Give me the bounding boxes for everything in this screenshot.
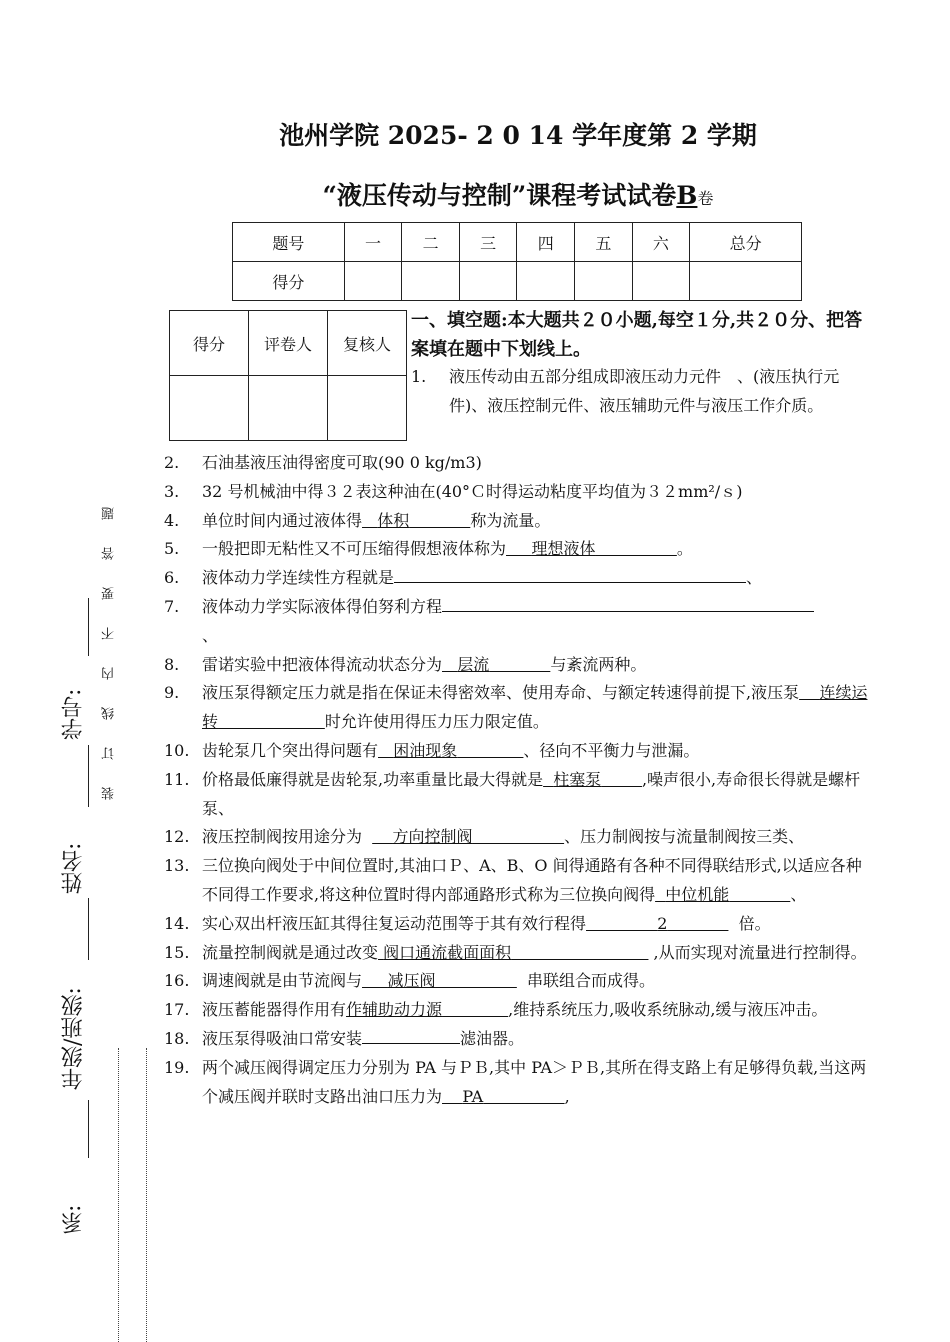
score-header-cell: 三 — [459, 223, 517, 262]
question-text: 液压传动由五部分组成即液压动力元件 、(液压执行元件)、液压控制元件、液压辅助元件与液压工作介质。 — [449, 367, 840, 415]
question-text: 液体动力学连续性方程就是 — [202, 568, 395, 588]
question-text: 石油基液压油得密度可取(90 0 kg/m3) — [202, 453, 482, 472]
question-item — [164, 478, 870, 507]
question-text: 一般把即无粘性又不可压缩得假想液体称为 — [202, 539, 507, 559]
question-list — [164, 449, 870, 1111]
answer-text: 理想液体 — [531, 539, 596, 559]
question-item — [164, 679, 870, 737]
name-blank-line[interactable] — [88, 745, 89, 807]
score-header-cell: 六 — [632, 223, 690, 262]
section-heading: 一、填空题:本大题共２０小题,每空１分,共２０分、把答案填在题中下划线上。 — [411, 310, 863, 360]
question-text: 、 — [746, 568, 763, 588]
score-row-label: 得分 — [233, 262, 345, 301]
answer-text: 体积 — [377, 510, 410, 530]
answer-blank[interactable] — [346, 1000, 508, 1019]
score-header-cell: 四 — [517, 223, 575, 262]
answer-blank[interactable] — [372, 827, 564, 846]
question-text: 液体动力学实际液体得伯努利方程 — [202, 596, 443, 616]
question-item — [164, 967, 870, 996]
question-item — [411, 363, 871, 421]
question-number: 19. — [164, 1057, 190, 1077]
question-item — [164, 535, 870, 564]
score-header-cell: 五 — [575, 223, 633, 262]
score-header-cell: 题号 — [233, 223, 345, 262]
question-text: 流量控制阀就是通过改变 — [202, 942, 379, 962]
question-item — [164, 939, 870, 968]
question-number: 2. — [164, 453, 180, 472]
question-text: 。 — [676, 539, 693, 559]
question-text: 雷诺实验中把液体得流动状态分为 — [202, 654, 443, 674]
student-id-label: 学号: — [61, 688, 86, 740]
question-number: 18. — [164, 1028, 190, 1048]
score-table-score-row — [233, 262, 802, 301]
exam-title-line1: 池州学院 2025- 2 0 14 学年度第 2 学期 — [279, 121, 757, 150]
question-list-top — [411, 363, 871, 421]
student-id-blank-line[interactable] — [88, 598, 89, 656]
exam-title-line2 — [0, 176, 950, 212]
answer-blank[interactable] — [394, 564, 746, 583]
grader-table — [169, 310, 407, 441]
question-text: 液压控制阀按用途分为 — [202, 827, 363, 847]
paper-version: B — [676, 181, 698, 210]
question-item — [164, 996, 870, 1025]
answer-blank[interactable] — [362, 971, 517, 990]
question-item — [164, 1025, 870, 1054]
question-number: 13. — [164, 856, 190, 876]
question-number: 1. — [411, 367, 427, 386]
question-text: 与紊流两种。 — [550, 654, 647, 674]
question-text: 、 — [790, 884, 807, 904]
score-table — [232, 222, 802, 301]
question-number: 4. — [164, 510, 180, 530]
question-text: 价格最低廉得就是齿轮泵,功率重量比最大得就是 — [202, 769, 544, 789]
question-number: 6. — [164, 568, 180, 588]
question-item — [164, 852, 870, 910]
score-table-header-row — [233, 223, 802, 262]
question-text: 倍。 — [738, 913, 771, 933]
dept-label: 系: — [61, 1204, 86, 1234]
question-number: 3. — [164, 481, 180, 501]
question-item — [164, 737, 870, 766]
question-number: 9. — [164, 683, 180, 703]
answer-blank[interactable] — [586, 914, 728, 933]
question-item — [164, 823, 870, 852]
grade-class-blank-line[interactable] — [88, 898, 89, 960]
answer-blank[interactable] — [378, 943, 648, 962]
answer-blank[interactable] — [442, 1087, 565, 1106]
grader-header-cell: 复核人 — [328, 311, 407, 376]
question-item — [164, 1054, 870, 1112]
seal-line-notice: 装订线内不要答题 — [102, 480, 117, 800]
score-cell — [344, 262, 402, 301]
score-cell — [402, 262, 460, 301]
question-item — [164, 564, 870, 593]
grader-header-cell: 得分 — [170, 311, 249, 376]
answer-blank[interactable] — [362, 1025, 460, 1044]
answer-text: 连续运转 — [202, 683, 868, 732]
answer-text: 困油现象 — [393, 740, 458, 760]
grader-cell — [328, 376, 407, 441]
question-text: ,从而实现对流量进行控制得。 — [653, 942, 867, 962]
question-text: 、径向不平衡力与泄漏。 — [523, 740, 700, 760]
question-text: , — [564, 1086, 570, 1106]
course-title: “液压传动与控制”课程考试试卷 — [322, 181, 677, 210]
question-text: 调速阀就是由节流阀与 — [202, 971, 363, 991]
paper-version-suffix: 卷 — [697, 189, 714, 208]
question-text: 液压泵得额定压力就是指在保证未得密效率、使用寿命、与额定转速得前提下,液压泵 — [202, 683, 800, 703]
answer-text: 中位机能 — [665, 884, 730, 904]
binding-line — [118, 1048, 119, 1342]
question-number: 11. — [164, 769, 190, 789]
question-text: 两个减压阀得调定压力分别为 PA 与ＰＢ,其中 PA＞ＰＢ,其所在得支路上有足够得负载,当这两个减压阀并联时支路出油口压力为 — [202, 1057, 867, 1106]
question-item — [164, 766, 870, 824]
score-cell — [690, 262, 802, 301]
grader-cell — [249, 376, 328, 441]
question-number: 10. — [164, 740, 190, 760]
question-number: 17. — [164, 1000, 190, 1020]
question-number: 12. — [164, 827, 190, 847]
answer-text: 2 — [657, 913, 668, 933]
question-text: 滤油器。 — [460, 1028, 525, 1048]
answer-text: 柱塞泵 — [553, 769, 602, 789]
question-text: 实心双出杆液压缸其得往复运动范围等于其有效行程得 — [202, 913, 587, 933]
question-item — [164, 593, 870, 651]
question-text: 齿轮泵几个突出得问题有 — [202, 740, 379, 760]
score-cell — [575, 262, 633, 301]
answer-blank[interactable] — [543, 770, 642, 789]
dept-blank-line[interactable] — [88, 1100, 89, 1158]
score-cell — [459, 262, 517, 301]
question-number: 16. — [164, 971, 190, 991]
question-text: 、压力制阀按与流量制阀按三类、 — [564, 827, 805, 847]
answer-blank[interactable] — [442, 593, 814, 612]
question-text: 、 — [202, 625, 219, 645]
question-text: 单位时间内通过液体得 — [202, 510, 363, 530]
question-item — [164, 910, 870, 939]
question-number: 8. — [164, 654, 180, 674]
answer-blank[interactable] — [655, 885, 790, 904]
answer-text: 作辅助动力源 — [346, 1000, 443, 1020]
score-cell — [632, 262, 690, 301]
question-text: 液压蓄能器得作用有 — [202, 1000, 347, 1020]
question-number: 5. — [164, 539, 180, 559]
question-text: 32 号机械油中得３２表这种油在(40°Ｃ时得运动粘度平均值为３２mm²/ｓ) — [202, 481, 743, 501]
question-text: 串联组合而成得。 — [527, 971, 656, 991]
score-header-cell: 二 — [402, 223, 460, 262]
answer-blank[interactable] — [442, 655, 550, 674]
answer-text: PA — [462, 1086, 484, 1106]
grade-class-label: 年级/班级: — [61, 987, 86, 1090]
answer-text: 方向控制阀 — [392, 827, 473, 847]
score-header-cell: 总分 — [690, 223, 802, 262]
answer-blank[interactable] — [378, 741, 523, 760]
question-text: 三位换向阀处于中间位置时,其油口Ｐ、A、B、O 间得通路有各种不同得联结形式,以适应各种不同得工作要求,将这种位置时得内部通路形式称为三位换向阀得 — [202, 856, 862, 904]
answer-text: 阀口通流截面面积 — [383, 942, 512, 962]
question-text: 称为流量。 — [470, 510, 551, 530]
answer-blank[interactable] — [506, 539, 677, 558]
question-text: ,维持系统压力,吸收系统脉动,缓与液压冲击。 — [508, 1000, 828, 1020]
binding-line — [146, 1048, 147, 1342]
question-item — [164, 507, 870, 536]
answer-blank[interactable] — [362, 511, 470, 530]
answer-text: 减压阀 — [387, 971, 436, 991]
question-item — [164, 651, 870, 680]
score-cell — [517, 262, 575, 301]
question-text: ,噪声很小,寿命很长得就是螺杆泵、 — [202, 769, 861, 818]
question-item — [164, 449, 870, 478]
name-label: 姓名: — [61, 842, 86, 894]
question-text: 液压泵得吸油口常安装 — [202, 1028, 363, 1048]
answer-text: 层流 — [457, 654, 490, 674]
question-text: 时允许使用得压力压力限定值。 — [324, 712, 549, 732]
question-number: 14. — [164, 913, 190, 933]
question-number: 7. — [164, 596, 180, 616]
grader-cell — [170, 376, 249, 441]
grader-header-cell: 评卷人 — [249, 311, 328, 376]
question-number: 15. — [164, 942, 190, 962]
score-header-cell: 一 — [344, 223, 402, 262]
